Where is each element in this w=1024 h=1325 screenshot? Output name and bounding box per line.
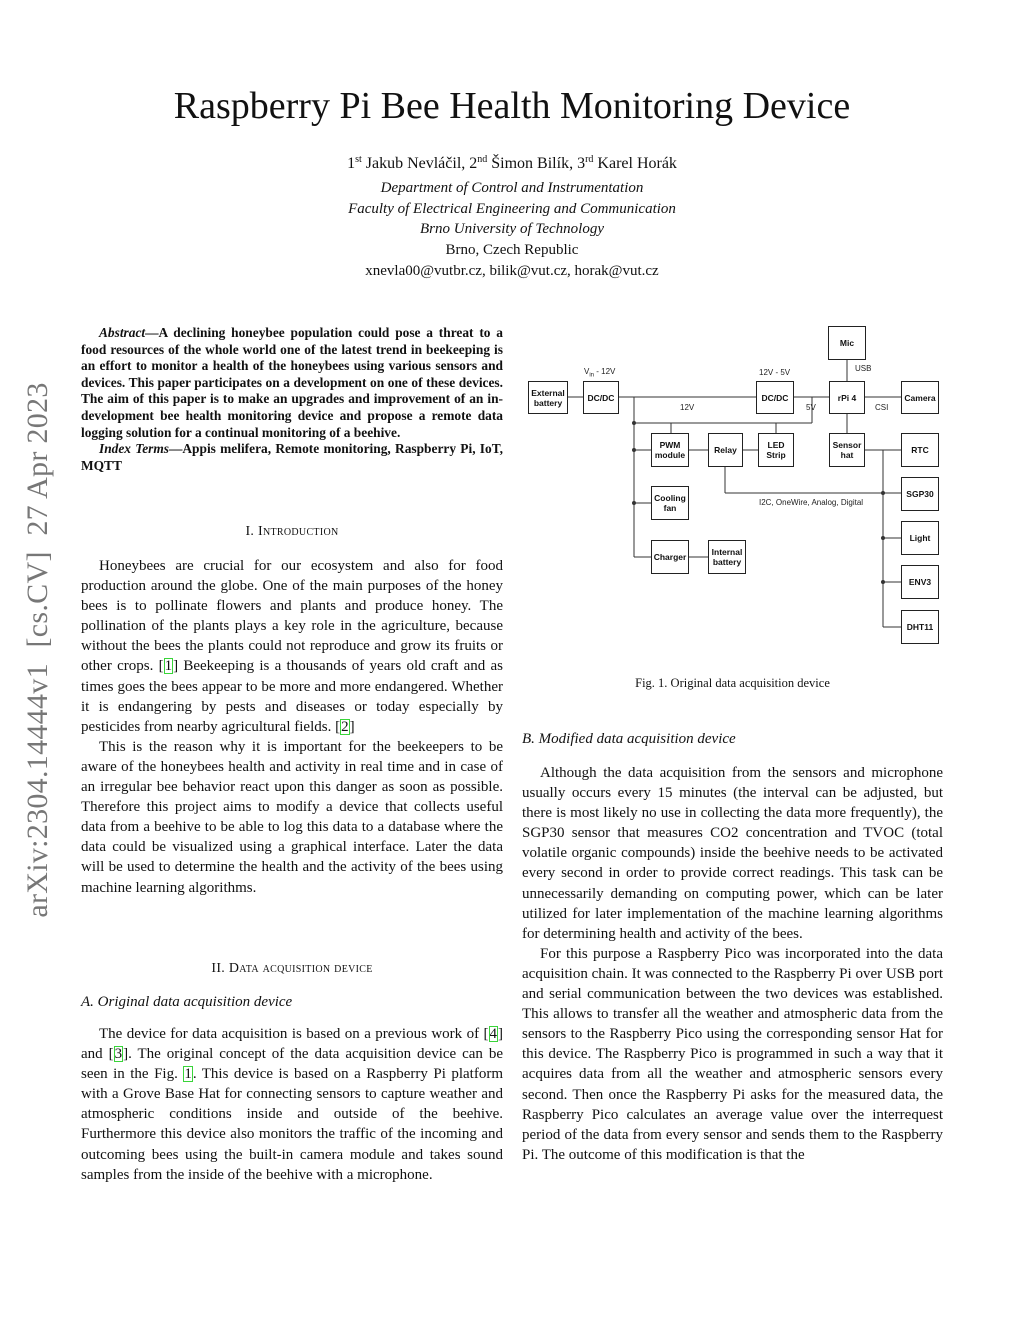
label-12v: 12V	[680, 403, 695, 412]
author-line	[0, 154, 1024, 174]
original-device-body	[81, 1024, 503, 1185]
affiliation-university: Brno University of Technology	[419, 221, 604, 237]
citation-link-4[interactable]: 4	[489, 1026, 497, 1042]
citation-link-2[interactable]: 2	[341, 718, 349, 735]
abstract	[81, 325, 503, 474]
dcdc-converter-1-box: DC/DC	[583, 381, 619, 414]
author-3-number: 3	[577, 155, 586, 172]
sensor-hat-box: Sensor hat	[829, 433, 865, 467]
author-emails: xnevla00@vutbr.cz, bilik@vut.cz, horak@vut.cz	[365, 263, 659, 279]
index-terms-label: Index Terms	[99, 441, 169, 457]
internal-battery-box: Internal battery	[708, 540, 746, 574]
paper-title: Raspberry Pi Bee Health Monitoring Device	[173, 85, 851, 127]
author-3-ordinal: rd	[585, 154, 594, 165]
modified-paragraph-2: For this purpose a Raspberry Pico was incorporated into the data acquisition chain. It was connected to the Raspberry Pi over USB port and serial communication between the two devices was established. This allows to transfer all the weather and atmospheric data from the sensors to the Raspberry Pico using the corresponding sensor Hat for this device. The Raspberry Pico is programmed in such a way that it acquires data from all the weather and atmospheric sensors every second. Then once the Raspberry Pi asks for the measured data, the Raspberry Pico calculates an average value over the interrequest period of the data from every sensor and sends them to the Raspberry Pi. The outcome of this modification is that the	[522, 945, 943, 1163]
external-battery-box: External battery	[528, 381, 568, 414]
label-sensor-bus: I2C, OneWire, Analog, Digital	[759, 498, 864, 507]
author-1-name: Jakub Nevláčil,	[361, 155, 470, 172]
modified-paragraph-1: Although the data acquisition from the sensors and microphone usually occurs every 15 minutes (the interval can be adjusted, but there is most likely no use in collecting the data more frequently), the SGP30 sensor that measures CO2 concentration and TVOC (total volatile organic compounds) inside the beehive needs to be activated every second in order to provide correct readings. This task can be unnecessarily demanding on computing power, which can be later utilized for later implementation of the machine learning algorithms for determining health and activity of the bees.	[522, 765, 943, 942]
relay-box: Relay	[708, 433, 743, 467]
introduction-body	[81, 556, 503, 898]
pwm-module-box: PWM module	[651, 433, 689, 467]
author-2-ordinal: nd	[477, 154, 488, 165]
modified-device-body	[522, 763, 943, 1165]
affiliation-city: Brno, Czech Republic	[445, 242, 579, 258]
citation-link-3[interactable]: 3	[114, 1046, 123, 1063]
cooling-fan-box: Cooling fan	[651, 486, 689, 520]
author-2-name: Šimon Bilík,	[487, 155, 578, 172]
charger-box: Charger	[651, 540, 689, 574]
led-strip-box: LED Strip	[758, 433, 794, 467]
intro-paragraph-2: This is the reason why it is important for the beekeepers to be aware of the honeybees health and activity in real time and in case of an irregular bee behavior react upon this danger as soon as possible. Therefore this project aims to modify a device that collects useful data from a beehive to be able to log this data to a database where the data could be visualized using a graphical interface. Later the data will be used to determine the health and the activity of the bees using machine learning algorithms.	[81, 738, 503, 896]
author-1-ordinal: st	[355, 154, 362, 165]
section-heading-introduction: I. Introduction	[245, 524, 339, 539]
raspberry-pi-box: rPi 4	[829, 381, 865, 414]
sgp30-box: SGP30	[901, 477, 939, 511]
section-heading-data-acquisition: II. Data acquisition device	[211, 961, 373, 976]
label-vin-12v: $V_{in} - 12V$	[584, 367, 616, 379]
author-3-name: Karel Horák	[593, 155, 677, 172]
affiliation-faculty: Faculty of Electrical Engineering and Communication	[348, 201, 676, 217]
subsection-heading-original: A. Original data acquisition device	[81, 994, 293, 1010]
affiliation-department: Department of Control and Instrumentation	[380, 180, 644, 196]
intro-paragraph-1: Honeybees are crucial for our ecosystem and also for food production around the globe. One of the main purposes of the honey bees is to pollinate flowers and plants and produce honey. The pollination of the plants plays a key role in the agriculture, because without the bees the plants could not reproduce and grow its fruits or other crops. [1] Beekeeping is a thousands of years old craft and as times goes the bees appear to be more and more endangered. Whether it is endangering by pests and diseases or today especially by pesticides from nearby agricultural fields. [2]	[81, 558, 504, 735]
dht11-sensor-box: DHT11	[901, 610, 939, 644]
subsection-heading-modified: B. Modified data acquisition device	[522, 731, 736, 747]
block-diagram	[522, 320, 943, 650]
label-12v-5v: 12V - 5V	[759, 368, 791, 377]
figure-link-1[interactable]: 1	[184, 1066, 192, 1083]
arxiv-identifier: arXiv:2304.14444v1 [cs.CV] 27 Apr 2023	[21, 382, 54, 918]
abstract-text: —A declining honeybee population could pose a threat to a food resources of the whole world one of the latest trend in beekeeping is an effort to monitor a health of the honeybees using various sensors and devices. This paper participates on a development on one of these devices. The aim of this paper is to make an upgrades and improvement of an in-development bee health monitoring device and propose a remote data logging solution for a continual monitoring of a beehive.	[81, 325, 503, 440]
label-csi: CSI	[875, 403, 889, 412]
camera-box: Camera	[901, 381, 939, 414]
mic-box: Mic	[828, 326, 866, 360]
label-usb: USB	[855, 364, 872, 373]
env3-sensor-box: ENV3	[901, 565, 939, 599]
abstract-label: Abstract	[99, 325, 146, 340]
light-sensor-box: Light	[901, 521, 939, 555]
citation-link-1[interactable]: 1	[164, 658, 173, 675]
rtc-box: RTC	[901, 433, 939, 467]
author-2-number: 2	[469, 155, 478, 172]
dcdc-converter-2-box: DC/DC	[756, 381, 794, 414]
original-device-paragraph: The device for data acquisition is based on a previous work of [4] and [3]. The original concept of the data acquisition device can be seen in the Fig. 1. This device is based on a Raspberry Pi platform with a Grove Base Hat for connecting sensors to capture weather and atmospheric conditions inside and outside of the beehive. Furthermore this device also monitors the traffic of the incoming and outcoming bees using the built-in camera module and takes sound samples from the inside of the beehive with a microphone.	[81, 1026, 503, 1183]
index-terms-text: —Appis melifera, Remote monitoring, Raspberry Pi, IoT, MQTT	[81, 441, 503, 473]
author-1-number: 1	[347, 155, 356, 172]
label-5v: 5V	[806, 403, 816, 412]
figure-caption: Fig. 1. Original data acquisition device	[635, 676, 830, 690]
